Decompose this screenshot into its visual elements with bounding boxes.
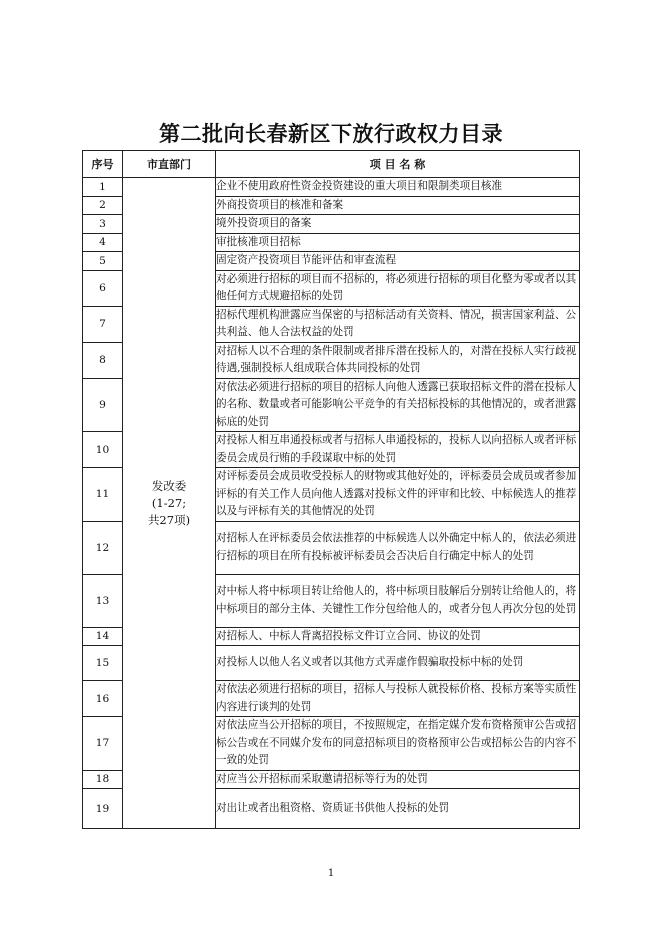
row-item: 对依法应当公开招标的项目，不按照规定，在指定媒介发布资格预审公告或招标公告或在不同媒介发布的同意招标项目的资格预审公告或招标公告的内容不一致的处罚 <box>216 717 580 771</box>
row-seq: 12 <box>83 521 123 574</box>
row-item: 对出让或者出租资格、资质证书供他人投标的处罚 <box>216 789 580 829</box>
dept-range: (1-27; <box>151 495 187 510</box>
header-seq: 序号 <box>83 151 123 178</box>
row-item: 对招标人以不合理的条件限制或者排斥潜在投标人的，对潜在投标人实行歧视待遇,强制投标人组成联合体共同投标的处罚 <box>216 342 580 378</box>
row-item: 对招标人、中标人背离招投标文件订立合同、协议的处罚 <box>216 627 580 646</box>
row-item: 对应当公开招标而采取邀请招标等行为的处罚 <box>216 770 580 789</box>
row-item: 对投标人相互串通投标或者与招标人串通投标的，投标人以向招标人或者评标委员会成员行贿的手段谋取中标的处罚 <box>216 432 580 468</box>
dept-name: 发改委 <box>151 478 187 493</box>
row-item: 对投标人以他人名义或者以其他方式弄虚作假骗取投标中标的处罚 <box>216 646 580 681</box>
page-title: 第二批向长春新区下放行政权力目录 <box>159 122 503 146</box>
row-seq: 18 <box>83 770 123 789</box>
page-number: 1 <box>327 868 335 879</box>
row-item: 对招标人在评标委员会依法推荐的中标候选人以外确定中标人的，依法必须进行招标的项目在所有投标被评标委员会否决后自行确定中标人的处罚 <box>216 521 580 574</box>
row-seq: 14 <box>83 627 123 646</box>
dept-total: 共27项) <box>147 512 191 527</box>
table-row <box>83 178 580 197</box>
row-item: 企业不使用政府性资金投资建设的重大项目和限制类项目核准 <box>216 178 580 197</box>
row-seq: 2 <box>83 196 123 215</box>
power-catalog-table <box>82 150 580 829</box>
row-seq: 7 <box>83 306 123 342</box>
row-item: 对依法必须进行招标的项目，招标人与投标人就投标价格、投标方案等实质性内容进行谈判的处罚 <box>216 681 580 717</box>
table-header-row <box>83 151 580 178</box>
row-item: 招标代理机构泄露应当保密的与招标活动有关资料、情况，损害国家利益、公共利益、他人合法权益的处罚 <box>216 306 580 342</box>
row-seq: 4 <box>83 233 123 252</box>
row-seq: 3 <box>83 215 123 234</box>
row-item: 固定资产投资项目节能评估和审查流程 <box>216 252 580 271</box>
row-item: 审批核准项目招标 <box>216 233 580 252</box>
row-seq: 8 <box>83 342 123 378</box>
row-seq: 5 <box>83 252 123 271</box>
row-seq: 10 <box>83 432 123 468</box>
row-seq: 9 <box>83 378 123 432</box>
row-item: 境外投资项目的备案 <box>216 215 580 234</box>
header-dept: 市直部门 <box>123 151 216 178</box>
dept-cell <box>123 178 216 829</box>
row-item: 外商投资项目的核准和备案 <box>216 196 580 215</box>
header-item: 项 目 名 称 <box>216 151 580 178</box>
row-seq: 6 <box>83 270 123 306</box>
row-seq: 11 <box>83 468 123 522</box>
row-seq: 17 <box>83 717 123 771</box>
row-seq: 16 <box>83 681 123 717</box>
row-seq: 1 <box>83 178 123 197</box>
row-item: 对评标委员会成员收受投标人的财物或其他好处的，评标委员会成员或者参加评标的有关工作人员向他人透露对投标文件的评审和比较、中标候选人的推荐以及与评标有关的其他情况的处罚 <box>216 468 580 522</box>
row-seq: 19 <box>83 789 123 829</box>
row-item: 对必须进行招标的项目而不招标的，将必须进行招标的项目化整为零或者以其他任何方式规避招标的处罚 <box>216 270 580 306</box>
row-item: 对依法必须进行招标的项目的招标人向他人透露已获取招标文件的潜在投标人的名称、数量或者可能影响公平竞争的有关招标投标的其他情况的，或者泄露标底的处罚 <box>216 378 580 432</box>
row-seq: 13 <box>83 574 123 627</box>
row-seq: 15 <box>83 646 123 681</box>
row-item: 对中标人将中标项目转让给他人的，将中标项目肢解后分别转让给他人的，将中标项目的部分主体、关键性工作分包给他人的，或者分包人再次分包的处罚 <box>216 574 580 627</box>
